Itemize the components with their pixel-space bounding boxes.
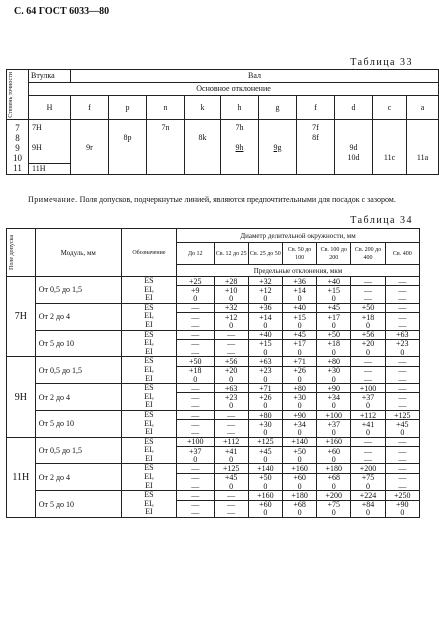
deviation-letter: a <box>407 96 439 120</box>
deviation-value: +180 <box>317 464 351 473</box>
deviation-value: +140 <box>282 437 316 446</box>
deviation-value: — <box>214 420 248 429</box>
deviation-value: 0 <box>282 509 316 518</box>
field-11a: 11a <box>407 120 439 175</box>
deviation-value: +30 <box>282 393 316 402</box>
deviation-value: +50 <box>282 447 316 456</box>
deviation-value: +41 <box>214 447 248 456</box>
diameter-range: До 12 <box>177 243 215 265</box>
deviation-value: 0 <box>214 402 248 411</box>
deviation-value: — <box>351 286 385 295</box>
deviation-value: +17 <box>317 313 351 322</box>
diameter-range: Св. 50 до 100 <box>282 243 316 265</box>
field-h: 7h 9h <box>221 120 259 175</box>
table-row <box>7 357 420 366</box>
module-cell: От 2 до 4 <box>35 464 121 491</box>
designation-code: EIₑ <box>144 472 154 482</box>
designation-cell <box>121 384 176 411</box>
deviation-value: +15 <box>317 286 351 295</box>
deviation-value: +34 <box>317 393 351 402</box>
designation-code: ES <box>144 436 154 446</box>
module-cell: От 2 до 4 <box>35 384 121 411</box>
designation-code: ES <box>144 383 154 393</box>
deviation-value: 0 <box>248 321 282 330</box>
deviation-value: 0 <box>351 428 385 437</box>
deviation-value: — <box>177 410 215 419</box>
designation-code: ES <box>144 463 154 473</box>
deviation-value: — <box>385 464 419 473</box>
deviation-value: 0 <box>214 295 248 304</box>
deviation-value: +30 <box>248 420 282 429</box>
designation-code: ES <box>144 302 154 312</box>
deviation-value: — <box>177 303 215 312</box>
deviation-value: 0 <box>351 348 385 357</box>
deviation-value: — <box>385 286 419 295</box>
deviation-value: +15 <box>282 313 316 322</box>
deviation-letter: p <box>109 96 147 120</box>
deviation-value: +26 <box>282 366 316 375</box>
designation-code: EIₑ <box>144 498 154 508</box>
deviation-value: — <box>385 437 419 446</box>
deviation-value: +180 <box>282 491 316 500</box>
deviation-value: — <box>385 303 419 312</box>
deviation-value: 0 <box>248 428 282 437</box>
bushing-fields: 7H 9H 11H <box>29 120 71 175</box>
deviation-value: +37 <box>317 420 351 429</box>
table-33-note <box>16 194 416 205</box>
designation-code: EI <box>145 507 153 517</box>
deviation-value: +160 <box>317 437 351 446</box>
deviation-value: +50 <box>248 473 282 482</box>
deviation-value: — <box>385 313 419 322</box>
deviation-value: +40 <box>248 330 282 339</box>
deviation-value: +23 <box>214 393 248 402</box>
designation-code: ES <box>144 490 154 500</box>
deviation-letter: H <box>29 96 71 120</box>
deviation-value: +34 <box>282 420 316 429</box>
deviation-value: +18 <box>317 339 351 348</box>
deviation-value: — <box>177 509 215 518</box>
designation-cell <box>121 437 176 464</box>
deviation-value: 0 <box>248 455 282 464</box>
degree-value: 7 <box>15 123 20 133</box>
deviation-value: 0 <box>385 509 419 518</box>
deviation-value: +71 <box>282 357 316 366</box>
deviation-value: +84 <box>351 500 385 509</box>
deviation-value: +40 <box>317 277 351 286</box>
deviation-value: +90 <box>385 500 419 509</box>
deviation-value: +14 <box>282 286 316 295</box>
deviation-value: +68 <box>317 473 351 482</box>
deviation-value: — <box>177 428 215 437</box>
diameter-header: Диаметр делительной окружности, мм <box>177 229 420 243</box>
deviation-value: 0 <box>317 402 351 411</box>
table-row <box>7 464 420 473</box>
designation-cell <box>121 464 176 491</box>
deviation-value: +63 <box>385 330 419 339</box>
deviation-value: 0 <box>282 402 316 411</box>
deviation-value: +63 <box>248 357 282 366</box>
deviation-value: — <box>177 420 215 429</box>
diameter-range: Св. 400 <box>385 243 419 265</box>
degree-value: 8 <box>15 133 20 143</box>
deviation-value: +20 <box>351 339 385 348</box>
deviation-value: 0 <box>385 348 419 357</box>
deviation-value: +20 <box>214 366 248 375</box>
deviation-value: — <box>385 277 419 286</box>
module-cell: От 0,5 до 1,5 <box>35 357 121 384</box>
degree-value: 11 <box>13 163 22 173</box>
table-row <box>7 277 420 286</box>
deviation-letter: f <box>71 96 109 120</box>
deviation-value: +23 <box>248 366 282 375</box>
deviation-value: — <box>385 375 419 384</box>
deviation-value: — <box>214 500 248 509</box>
designation-cell <box>121 491 176 518</box>
deviation-value: — <box>385 473 419 482</box>
deviation-value: +200 <box>317 491 351 500</box>
deviation-value: — <box>214 348 248 357</box>
deviation-value: +9 <box>177 286 215 295</box>
deviation-value: +41 <box>351 420 385 429</box>
deviation-value: +80 <box>317 357 351 366</box>
deviation-value: +45 <box>248 447 282 456</box>
deviation-value: 0 <box>214 455 248 464</box>
designation-cell <box>121 330 176 357</box>
diameter-range: Св. 25 до 50 <box>248 243 282 265</box>
table-row <box>7 330 420 339</box>
deviation-value: +36 <box>282 277 316 286</box>
shaft-header: Вал <box>71 70 439 83</box>
deviation-value: 0 <box>177 455 215 464</box>
deviation-value: — <box>177 402 215 411</box>
deviation-value: 0 <box>351 402 385 411</box>
deviation-value: +100 <box>351 384 385 393</box>
diameter-range: Св. 100 до 200 <box>317 243 351 265</box>
field-8k: 8k <box>185 120 221 175</box>
field-9g: 9g <box>259 120 297 175</box>
deviation-value: — <box>177 339 215 348</box>
deviation-value: — <box>214 330 248 339</box>
deviation-value: +125 <box>385 410 419 419</box>
deviation-value: 0 <box>248 402 282 411</box>
designation-code: EI <box>145 293 153 303</box>
deviation-value: — <box>177 330 215 339</box>
deviation-value: — <box>385 482 419 491</box>
note-text: Поля допусков, подчеркнутые линией, являются предпочтительными для посадок с зазором. <box>79 195 396 204</box>
tolerance-cell: 9H <box>7 357 36 437</box>
deviation-header: Основное отклонение <box>29 83 439 96</box>
deviation-value: +23 <box>385 339 419 348</box>
deviation-value: 0 <box>282 375 316 384</box>
deviation-letter: d <box>335 96 373 120</box>
deviation-value: +32 <box>214 303 248 312</box>
designation-code: EI <box>145 373 153 383</box>
deviation-value: +37 <box>351 393 385 402</box>
deviation-value: 0 <box>248 482 282 491</box>
deviation-value: — <box>177 464 215 473</box>
table-row <box>7 303 420 312</box>
deviation-value: 0 <box>317 509 351 518</box>
deviation-value: 0 <box>317 321 351 330</box>
deviation-letter: g <box>259 96 297 120</box>
designation-header: Обозначение <box>121 229 176 277</box>
designation-code: EI <box>145 400 153 410</box>
designation-code: EI <box>145 427 153 437</box>
designation-code: EIₑ <box>144 445 154 455</box>
deviation-value: 0 <box>177 375 215 384</box>
deviation-value: 0 <box>317 482 351 491</box>
deviation-letter: h <box>221 96 259 120</box>
module-cell: От 0,5 до 1,5 <box>35 277 121 304</box>
deviation-value: 0 <box>282 295 316 304</box>
deviation-value: 0 <box>351 482 385 491</box>
deviation-value: — <box>351 366 385 375</box>
deviation-value: 0 <box>248 375 282 384</box>
deviation-value: +10 <box>214 286 248 295</box>
deviation-value: +25 <box>177 277 215 286</box>
tolerance-cell: 7H <box>7 277 36 357</box>
bushing-header: Втулка <box>29 70 71 83</box>
table-33-caption: Таблица 33 <box>350 57 413 68</box>
deviation-value: +60 <box>248 500 282 509</box>
deviation-value: +17 <box>282 339 316 348</box>
deviation-value: 0 <box>317 295 351 304</box>
deviation-value: +28 <box>214 277 248 286</box>
designation-cell <box>121 277 176 304</box>
designation-code: ES <box>144 276 154 285</box>
deviation-value: +100 <box>317 410 351 419</box>
deviation-value: +68 <box>282 500 316 509</box>
deviation-value: 0 <box>282 321 316 330</box>
deviation-value: 0 <box>317 455 351 464</box>
deviation-value: — <box>214 339 248 348</box>
deviation-value: +50 <box>317 330 351 339</box>
tolerance-header: Поле допуска <box>7 229 36 277</box>
deviation-value: — <box>214 509 248 518</box>
deviation-value: +40 <box>282 303 316 312</box>
deviation-value: 0 <box>248 295 282 304</box>
deviation-value: +56 <box>351 330 385 339</box>
table-row <box>7 384 420 393</box>
deviation-value: +160 <box>248 491 282 500</box>
deviation-value: +90 <box>317 384 351 393</box>
module-cell: От 2 до 4 <box>35 303 121 330</box>
deviation-value: +14 <box>248 313 282 322</box>
deviation-value: — <box>351 295 385 304</box>
deviation-value: — <box>385 402 419 411</box>
page-header: С. 64 ГОСТ 6033—80 <box>14 6 110 17</box>
deviation-value: — <box>177 384 215 393</box>
tolerance-cell: 11H <box>7 437 36 517</box>
designation-code: ES <box>144 329 154 339</box>
deviation-value: +12 <box>214 313 248 322</box>
deviation-value: — <box>351 357 385 366</box>
deviation-letter: c <box>373 96 407 120</box>
deviation-value: +45 <box>317 303 351 312</box>
field-11c: 11c <box>373 120 407 175</box>
deviation-value: +250 <box>385 491 419 500</box>
deviation-value: +112 <box>351 410 385 419</box>
designation-code: EIₑ <box>144 284 154 294</box>
degree-value: 10 <box>13 153 22 163</box>
diameter-range: Св. 200 до 400 <box>351 243 385 265</box>
deviation-value: — <box>351 437 385 446</box>
deviation-value: +224 <box>351 491 385 500</box>
deviation-value: — <box>385 447 419 456</box>
diameter-range: Св. 12 до 25 <box>214 243 248 265</box>
deviation-value: +56 <box>214 357 248 366</box>
deviation-value: — <box>351 375 385 384</box>
deviation-value: — <box>177 473 215 482</box>
deviation-value: +50 <box>177 357 215 366</box>
designation-code: EI <box>145 480 153 490</box>
field-8p: 8p <box>109 120 147 175</box>
deviation-letter: n <box>147 96 185 120</box>
deviation-value: 0 <box>248 509 282 518</box>
deviation-value: +45 <box>282 330 316 339</box>
deviation-value: +100 <box>177 437 215 446</box>
deviation-value: — <box>351 455 385 464</box>
deviation-value: +80 <box>282 384 316 393</box>
deviation-value: +12 <box>248 286 282 295</box>
deviation-value: — <box>385 357 419 366</box>
deviation-value: — <box>385 366 419 375</box>
deviation-value: 0 <box>317 375 351 384</box>
note-title: Примечание. <box>28 195 78 204</box>
deviation-value: +125 <box>214 464 248 473</box>
deviation-value: 0 <box>282 482 316 491</box>
deviation-value: — <box>177 482 215 491</box>
table-row <box>7 437 420 446</box>
table-row <box>7 491 420 500</box>
designation-code: EIₑ <box>144 338 154 348</box>
deviation-letter: f <box>297 96 335 120</box>
deviation-value: 0 <box>177 295 215 304</box>
deviation-value: — <box>214 491 248 500</box>
deviation-value: +32 <box>248 277 282 286</box>
deviation-value: — <box>214 428 248 437</box>
designation-code: EI <box>145 346 153 356</box>
module-cell: От 5 до 10 <box>35 330 121 357</box>
deviation-value: 0 <box>317 428 351 437</box>
deviation-value: — <box>177 491 215 500</box>
deviation-value: +125 <box>248 437 282 446</box>
field-7n: 7n <box>147 120 185 175</box>
deviation-value: 0 <box>282 348 316 357</box>
designation-code: ES <box>144 356 154 366</box>
deviation-value: — <box>385 384 419 393</box>
deviation-value: 0 <box>214 375 248 384</box>
degree-header: Степень точности <box>7 70 29 120</box>
deviation-value: +71 <box>248 384 282 393</box>
deviation-value: +45 <box>214 473 248 482</box>
designation-cell <box>121 303 176 330</box>
deviation-value: +75 <box>317 500 351 509</box>
deviation-value: 0 <box>214 321 248 330</box>
deviation-value: +60 <box>282 473 316 482</box>
deviation-value: — <box>177 500 215 509</box>
designation-code: EI <box>145 319 153 329</box>
table-34 <box>6 228 420 518</box>
deviation-value: 0 <box>351 509 385 518</box>
deviation-value: +112 <box>214 437 248 446</box>
module-cell: От 5 до 10 <box>35 410 121 437</box>
deviation-value: +30 <box>317 366 351 375</box>
deviation-value: +36 <box>248 303 282 312</box>
deviation-value: — <box>177 313 215 322</box>
deviation-value: 0 <box>317 348 351 357</box>
deviation-value: +90 <box>282 410 316 419</box>
deviation-value: +18 <box>351 313 385 322</box>
deviation-value: — <box>351 447 385 456</box>
deviation-value: +80 <box>248 410 282 419</box>
deviation-value: +160 <box>282 464 316 473</box>
deviation-value: — <box>385 393 419 402</box>
deviation-value: +50 <box>351 303 385 312</box>
deviation-value: +75 <box>351 473 385 482</box>
deviation-value: 0 <box>282 428 316 437</box>
limits-header: Предельные отклонения, мкм <box>177 265 420 277</box>
designation-cell <box>121 357 176 384</box>
deviation-value: +140 <box>248 464 282 473</box>
module-cell: От 0,5 до 1,5 <box>35 437 121 464</box>
deviation-value: +45 <box>385 420 419 429</box>
designation-code: EIₑ <box>144 418 154 428</box>
deviation-value: 0 <box>214 482 248 491</box>
deviation-value: 0 <box>282 455 316 464</box>
deviation-letter: k <box>185 96 221 120</box>
field-9r: 9r <box>71 120 109 175</box>
deviation-value: +26 <box>248 393 282 402</box>
module-header: Модуль, мм <box>35 229 121 277</box>
deviation-value: +200 <box>351 464 385 473</box>
deviation-value: — <box>385 295 419 304</box>
degree-value: 9 <box>15 143 20 153</box>
deviation-value: +60 <box>317 447 351 456</box>
deviation-value: +15 <box>248 339 282 348</box>
deviation-value: — <box>351 277 385 286</box>
deviation-value: — <box>385 455 419 464</box>
deviation-value: — <box>177 348 215 357</box>
deviation-value: — <box>177 321 215 330</box>
module-cell: От 5 до 10 <box>35 491 121 518</box>
field-d: 9d 10d <box>335 120 373 175</box>
deviation-value: +37 <box>177 447 215 456</box>
deviation-value: +18 <box>177 366 215 375</box>
degree-list <box>7 120 29 175</box>
designation-code: EIₑ <box>144 391 154 401</box>
deviation-value: — <box>177 393 215 402</box>
deviation-value: 0 <box>248 348 282 357</box>
field-f: 7f 8f <box>297 120 335 175</box>
deviation-value: +63 <box>214 384 248 393</box>
designation-code: EI <box>145 453 153 463</box>
table-33 <box>6 69 439 175</box>
deviation-value: 0 <box>385 428 419 437</box>
deviation-value: — <box>214 410 248 419</box>
designation-code: EIₑ <box>144 364 154 374</box>
designation-code: ES <box>144 409 154 419</box>
deviation-value: 0 <box>351 321 385 330</box>
deviation-value: — <box>385 321 419 330</box>
designation-code: EIₑ <box>144 311 154 321</box>
table-34-caption: Таблица 34 <box>350 215 413 226</box>
designation-cell <box>121 410 176 437</box>
table-row <box>7 410 420 419</box>
